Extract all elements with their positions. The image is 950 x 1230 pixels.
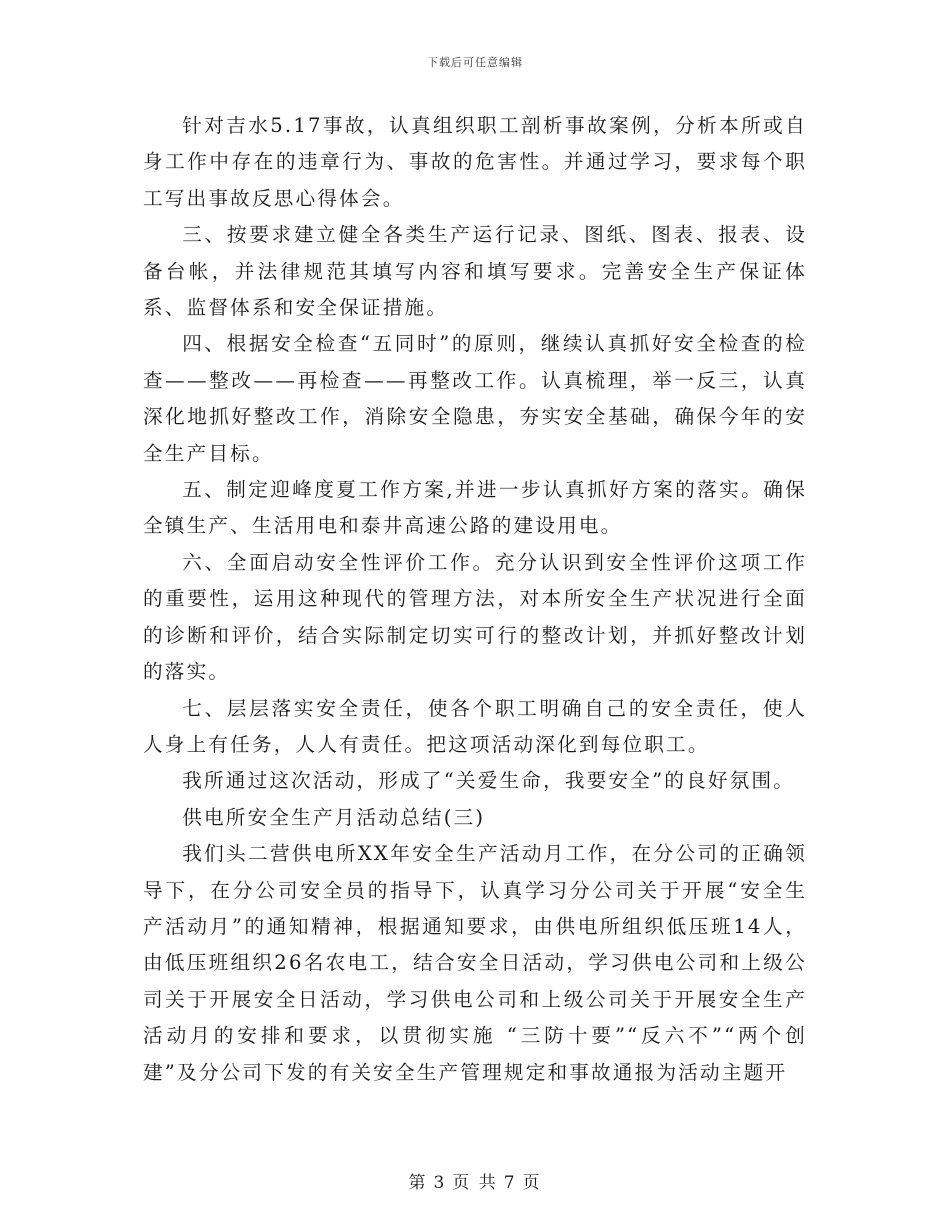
- paragraph-item-3-records: 三、按要求建立健全各类生产运行记录、图纸、图表、报表、设备台帐，并法律规范其填写内容和填写要求。完善安全生产保证体系、监督体系和安全保证措施。: [143, 223, 807, 320]
- footer-total-pages: 7: [503, 1173, 517, 1193]
- document-body: [143, 108, 807, 1091]
- page-header: 下载后可任意编辑: [427, 56, 523, 69]
- footer-current-page: 3: [433, 1173, 447, 1193]
- footer-suffix: 页: [522, 1173, 542, 1193]
- paragraph-atmosphere: 我所通过这次活动，形成了“关爱生命，我要安全”的良好氛围。: [182, 769, 796, 793]
- page-footer: [0, 1168, 950, 1193]
- paragraph-item-6-safety-evaluation: 六、全面启动安全性评价工作。充分认识到安全性评价这项工作的重要性，运用这种现代的管理方法，对本所安全生产状况进行全面的诊断和评价，结合实际制定切实可行的整改计划，并抓好整改计划的落实。: [143, 550, 807, 684]
- paragraph-accident-reflection: 针对吉水5.17事故，认真组织职工剖析事故案例，分析本所或自身工作中存在的违章行为、事故的危害性。并通过学习，要求每个职工写出事故反思心得体会。: [143, 114, 807, 210]
- paragraph-summary-3-body: 我们头二营供电所XX年安全生产活动月工作，在分公司的正确领导下，在分公司安全员的指导下，认真学习分公司关于开展“安全生产活动月”的通知精神，根据通知要求，由供电所组织低压班14人，由低压班组织26名农电工，结合安全日活动，学习供电公司和上级公司关于开展安全日活动，学习供电公司和上级公司关于开展安全生产活动月的安排和要求，以贯彻实施 “三防十要”“反六不”“两个创建”及分公司下发的有关安全生产管理规定和事故通报为活动主题开: [143, 842, 807, 1084]
- paragraph-item-5-summer-peak: 五、制定迎峰度夏工作方案,并进一步认真抓好方案的落实。确保全镇生产、生活用电和泰井高速公路的建设用电。: [143, 478, 807, 538]
- section-heading-summary-3: 供电所安全生产月活动总结(三): [182, 805, 486, 829]
- paragraph-item-7-responsibility: 七、层层落实安全责任，使各个职工明确自己的安全责任，使人人身上有任务，人人有责任。把这项活动深化到每位职工。: [143, 696, 807, 756]
- paragraph-item-4-inspection: 四、根据安全检查“五同时”的原则，继续认真抓好安全检查的检查——整改——再检查——再整改工作。认真梳理，举一反三，认真深化地抓好整改工作，消除安全隐患，夯实安全基础，确保今年的安全生产目标。: [143, 332, 807, 465]
- footer-middle: 页 共: [452, 1173, 498, 1193]
- footer-prefix: 第: [408, 1173, 428, 1193]
